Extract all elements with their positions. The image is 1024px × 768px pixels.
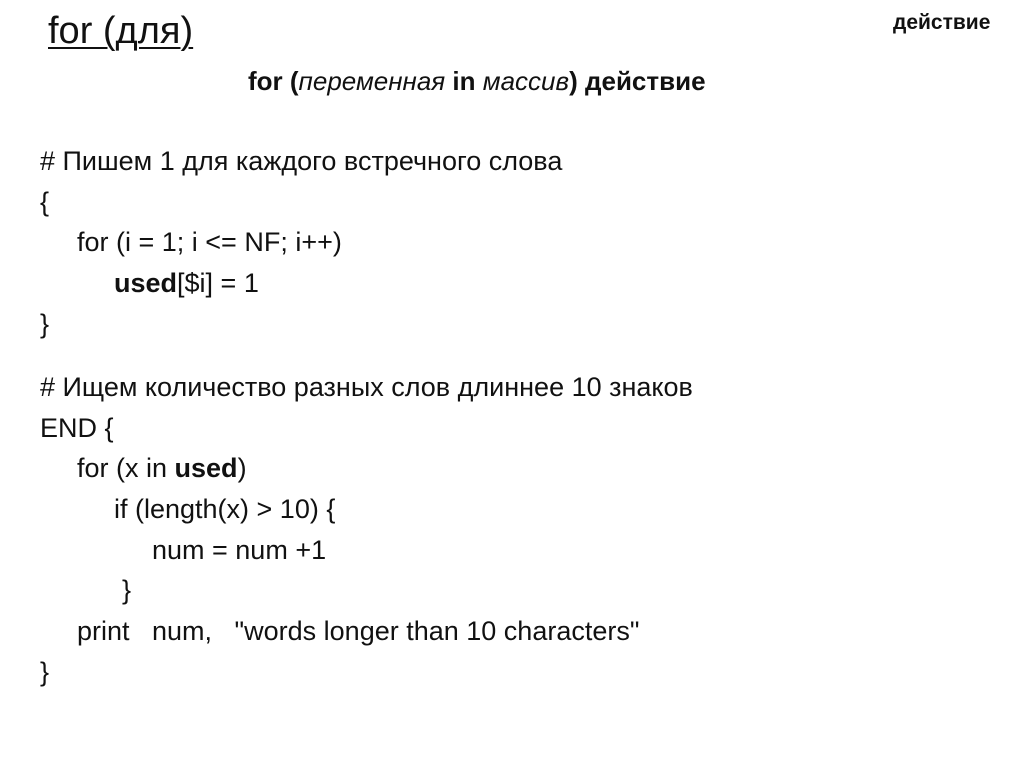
code-used-keyword: used: [174, 453, 238, 484]
code-inner-close-brace: }: [122, 575, 132, 606]
code-comment: # Пишем 1 для каждого встречного слова: [40, 146, 563, 176]
code-block-end: [40, 367, 693, 693]
slide-title: for (для): [48, 10, 194, 52]
code-end-open: END {: [40, 412, 114, 443]
code-for-in-line: [40, 448, 693, 489]
code-assign-rest: [$i] = 1: [177, 268, 259, 299]
code-close-brace: }: [40, 308, 50, 339]
code-print-line: print num, "words longer than 10 characters": [77, 616, 640, 647]
code-if-line: if (length(x) > 10) {: [114, 494, 336, 525]
code-close-brace: }: [40, 656, 50, 687]
code-open-brace: {: [40, 186, 50, 217]
code-comment: # Ищем количество разных слов длиннее 10 знаков: [40, 372, 693, 402]
code-used-keyword: used: [114, 268, 178, 299]
syntax-variable: переменная: [298, 66, 446, 96]
syntax-in-keyword: in: [445, 66, 483, 96]
code-for-end: ): [237, 453, 247, 484]
syntax-array: массив: [482, 66, 570, 96]
syntax-close-action: ) действие: [569, 66, 706, 96]
code-num-line: num = num +1: [152, 534, 327, 565]
code-assign-line: [40, 263, 562, 304]
code-for-loop: for (i = 1; i <= NF; i++): [77, 227, 342, 258]
corner-label: действие: [893, 11, 991, 34]
syntax-line: [248, 64, 706, 98]
code-for-start: for (x in: [77, 453, 175, 484]
syntax-for-open: for (: [248, 66, 299, 96]
code-block-count-words: [40, 141, 562, 344]
